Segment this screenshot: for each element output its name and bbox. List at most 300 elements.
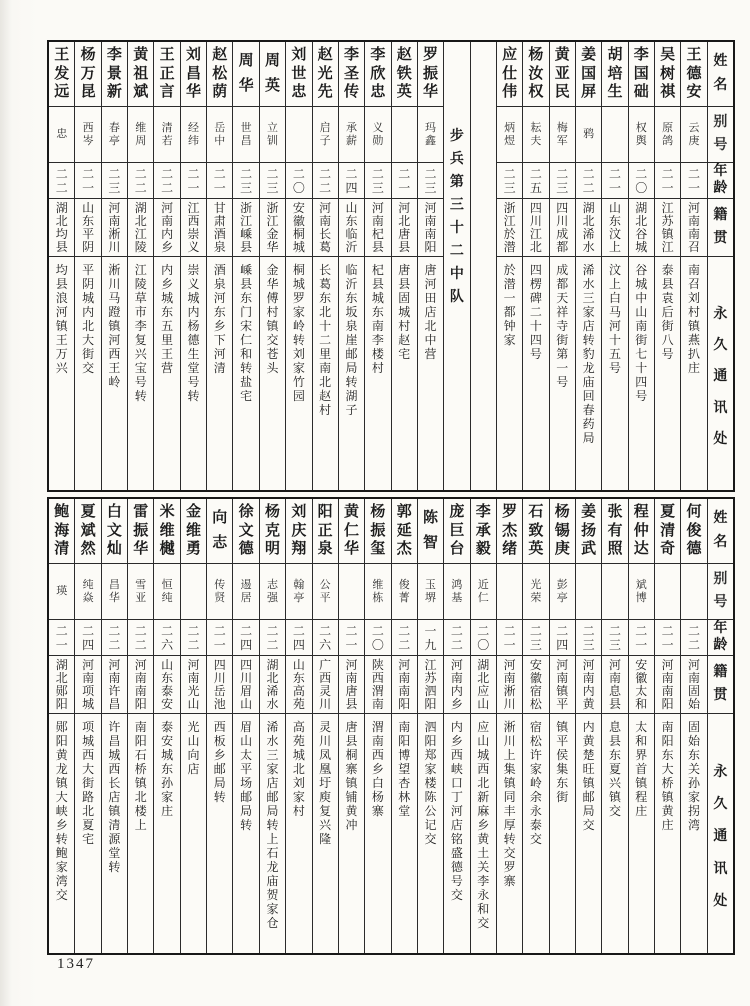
age-cell: 二 三 <box>576 619 601 655</box>
roster-column <box>575 499 601 953</box>
alias-cell: 西 岑 <box>75 106 100 162</box>
name-cell: 李 承 毅 <box>475 503 491 558</box>
name-cell: 罗 振 华 <box>423 46 439 101</box>
header-native-place: 籍 贯 <box>708 198 733 256</box>
age-cell: 二 二 <box>49 162 74 198</box>
name-cell: 周 英 <box>264 53 280 94</box>
native-place-cell: 湖 北 郧 阳 <box>49 655 74 713</box>
alias-cell: 纯 焱 <box>75 563 100 619</box>
name-cell: 黄 亚 民 <box>554 46 570 101</box>
address-cell: 泗 阳 郑 家 楼 陈 公 记 交 <box>418 713 443 953</box>
alias-cell: 维 周 <box>128 106 153 162</box>
roster-column <box>391 499 417 953</box>
age-cell: 二 四 <box>550 619 575 655</box>
header-column <box>707 499 733 953</box>
age-cell: 二 二 <box>444 619 469 655</box>
native-place-cell: 四 川 岳 池 <box>207 655 232 713</box>
age-cell: 一 九 <box>418 619 443 655</box>
address-cell: 浠 水 三 家 店 邮 局 转 上 石 龙 庙 贺 家 仓 <box>260 713 285 953</box>
roster-column <box>496 499 522 953</box>
name-cell: 赵 铁 英 <box>396 46 412 101</box>
roster-column <box>496 42 522 490</box>
alias-cell: 彭 亭 <box>550 563 575 619</box>
alias-cell: 维 栋 <box>365 563 390 619</box>
address-cell: 许 昌 城 西 长 店 镇 清 源 堂 转 <box>102 713 127 953</box>
alias-cell <box>576 563 601 619</box>
page-number: 1347 <box>57 956 95 972</box>
address-cell: 南 阳 博 望 杏 林 堂 <box>392 713 417 953</box>
address-cell: 汶 上 白 马 河 十 五 号 <box>602 256 627 490</box>
alias-cell <box>181 563 206 619</box>
name-cell: 李 国 础 <box>633 46 649 101</box>
roster-column <box>49 499 74 953</box>
age-cell: 二 一 <box>392 162 417 198</box>
age-cell: 二 三 <box>602 619 627 655</box>
roster-table-top <box>47 40 735 492</box>
native-place-cell: 安 徽 桐 城 <box>286 198 311 256</box>
age-cell: 二 二 <box>313 162 338 198</box>
native-place-cell: 河 南 内 黄 <box>576 655 601 713</box>
native-place-cell: 广 西 灵 川 <box>313 655 338 713</box>
native-place-cell: 湖 北 谷 城 <box>629 198 654 256</box>
address-cell: 均 县 浪 河 镇 王 万 兴 <box>49 256 74 490</box>
native-place-cell: 江 苏 泗 阳 <box>418 655 443 713</box>
alias-cell: 公 平 <box>313 563 338 619</box>
roster-column <box>680 42 706 490</box>
roster-column <box>443 499 469 953</box>
native-place-cell: 河 南 光 山 <box>181 655 206 713</box>
roster-column <box>628 42 654 490</box>
address-cell: 浠 水 三 家 店 转 豹 龙 庙 回 春 药 局 <box>576 256 601 490</box>
header-name: 姓 名 <box>713 510 728 551</box>
age-cell: 二 二 <box>128 619 153 655</box>
age-cell: 二 一 <box>681 162 706 198</box>
native-place-cell: 湖 北 浠 水 <box>576 198 601 256</box>
native-place-cell: 河 南 南 阳 <box>418 198 443 256</box>
alias-cell: 志 强 <box>260 563 285 619</box>
address-cell: 光 山 向 店 <box>181 713 206 953</box>
age-cell: 二 一 <box>75 162 100 198</box>
native-place-cell: 山 东 平 阴 <box>75 198 100 256</box>
age-cell: 二 〇 <box>471 619 496 655</box>
address-cell: 酒 泉 河 东 乡 下 河 清 <box>207 256 232 490</box>
roster-column <box>259 42 285 490</box>
address-cell: 平 阴 城 内 北 大 街 交 <box>75 256 100 490</box>
age-cell: 二 〇 <box>629 162 654 198</box>
age-cell: 二 二 <box>576 162 601 198</box>
age-cell: 二 三 <box>260 162 285 198</box>
address-cell: 内 黄 楚 旺 镇 邮 局 交 <box>576 713 601 953</box>
age-cell: 二 四 <box>286 619 311 655</box>
name-cell: 刘 庆 翔 <box>291 503 307 558</box>
native-place-cell: 山 东 泰 安 <box>154 655 179 713</box>
address-cell: 嵊 县 东 门 宋 仁 和 转 盐 宅 <box>233 256 258 490</box>
age-cell: 二 二 <box>681 619 706 655</box>
header-alias: 别 号 <box>708 563 733 619</box>
roster-column <box>101 42 127 490</box>
age-cell: 二 一 <box>181 162 206 198</box>
alias-cell: 耘 夫 <box>523 106 548 162</box>
name-cell: 何 俊 德 <box>686 503 702 558</box>
alias-cell: 传 贤 <box>207 563 232 619</box>
address-cell: 渭 南 西 乡 白 杨 寨 <box>365 713 390 953</box>
address-cell: 长 葛 东 北 十 二 里 南 北 赵 村 <box>313 256 338 490</box>
native-place-cell: 河 南 唐 县 <box>339 655 364 713</box>
age-cell: 二 二 <box>102 619 127 655</box>
roster-column <box>522 42 548 490</box>
name-cell: 吴 树 祺 <box>660 46 676 101</box>
name-cell: 夏 清 奇 <box>660 503 676 558</box>
roster-column <box>74 499 100 953</box>
address-cell: 泰 安 城 东 孙 家 庄 <box>154 713 179 953</box>
address-cell: 江 陵 草 市 李 复 兴 宝 号 转 <box>128 256 153 490</box>
roster-column <box>206 42 232 490</box>
alias-cell: 玛 鑫 <box>418 106 443 162</box>
name-cell: 赵 光 先 <box>317 46 333 101</box>
age-cell: 二 一 <box>602 162 627 198</box>
native-place-cell: 河 南 固 始 <box>681 655 706 713</box>
address-cell: 高 苑 城 北 刘 家 村 <box>286 713 311 953</box>
native-place-cell: 四 川 江 北 <box>523 198 548 256</box>
alias-cell: 承 薪 <box>339 106 364 162</box>
roster-column <box>180 42 206 490</box>
alias-cell: 翰 亭 <box>286 563 311 619</box>
roster-column <box>206 499 232 953</box>
alias-cell: 鸿 基 <box>444 563 469 619</box>
roster-column <box>312 42 338 490</box>
alias-cell: 原 鸽 <box>655 106 680 162</box>
name-cell: 杨 振 玺 <box>370 503 386 558</box>
native-place-cell: 江 苏 镇 江 <box>655 198 680 256</box>
name-cell: 雷 振 华 <box>133 503 149 558</box>
roster-column <box>601 499 627 953</box>
native-place-cell: 湖 北 浠 水 <box>260 655 285 713</box>
name-cell: 李 景 新 <box>106 46 122 101</box>
address-cell: 谷 城 中 山 南 街 七 十 四 号 <box>629 256 654 490</box>
address-cell: 唐 县 固 城 村 赵 宅 <box>392 256 417 490</box>
native-place-cell: 河 南 南 召 <box>681 198 706 256</box>
header-address: 永 久 通 讯 处 <box>708 256 733 490</box>
address-cell: 内 乡 城 东 五 里 王 营 <box>154 256 179 490</box>
address-cell: 临 沂 东 坂 泉 崖 邮 局 转 湖 子 <box>339 256 364 490</box>
name-cell: 杨 汝 权 <box>528 46 544 101</box>
address-cell: 宿 松 许 家 岭 余 永 泰 交 <box>523 713 548 953</box>
native-place-cell: 河 南 镇 平 <box>550 655 575 713</box>
address-cell: 内 乡 西 峡 口 丁 河 店 铭 盛 德 号 交 <box>444 713 469 953</box>
name-cell: 刘 世 忠 <box>291 46 307 101</box>
native-place-cell: 河 南 内 乡 <box>154 198 179 256</box>
roster-column <box>259 499 285 953</box>
age-cell: 二 一 <box>629 619 654 655</box>
name-cell: 阳 正 泉 <box>317 503 333 558</box>
alias-cell: 鸦 <box>576 106 601 162</box>
address-cell: 西 板 乡 邮 局 转 <box>207 713 232 953</box>
address-cell: 泰 县 袁 后 街 八 号 <box>655 256 680 490</box>
alias-cell: 清 若 <box>154 106 179 162</box>
roster-column <box>549 42 575 490</box>
native-place-cell: 山 东 临 沂 <box>339 198 364 256</box>
name-cell: 石 致 英 <box>528 503 544 558</box>
address-cell: 杞 县 城 东 南 李 楼 村 <box>365 256 390 490</box>
age-cell: 二 一 <box>655 619 680 655</box>
address-cell: 桐 城 罗 家 岭 转 刘 家 竹 园 <box>286 256 311 490</box>
name-cell: 米 维 樾 <box>159 503 175 558</box>
address-cell: 淅 川 马 蹬 镇 河 西 王 岭 <box>102 256 127 490</box>
address-cell: 金 华 傅 村 镇 交 苍 头 <box>260 256 285 490</box>
alias-cell: 梅 军 <box>550 106 575 162</box>
alias-cell: 春 亭 <box>102 106 127 162</box>
age-cell: 二 四 <box>339 162 364 198</box>
alias-cell: 权 舆 <box>629 106 654 162</box>
native-place-cell: 四 川 成 都 <box>550 198 575 256</box>
address-cell: 南 召 刘 村 镇 燕 扒 庄 <box>681 256 706 490</box>
native-place-cell: 江 西 崇 义 <box>181 198 206 256</box>
roster-column <box>522 499 548 953</box>
roster-column <box>285 499 311 953</box>
age-cell: 二 二 <box>260 619 285 655</box>
alias-cell: 逷 居 <box>233 563 258 619</box>
name-cell: 李 圣 传 <box>344 46 360 101</box>
name-cell: 王 正 言 <box>159 46 175 101</box>
header-native-place: 籍 贯 <box>708 655 733 713</box>
roster-column <box>654 499 680 953</box>
native-place-cell: 河 南 杞 县 <box>365 198 390 256</box>
address-cell: 项 城 西 大 街 路 北 夏 宅 <box>75 713 100 953</box>
unit-title: 步 兵 第 三 十 二 中 队 <box>449 129 464 305</box>
native-place-cell: 河 南 许 昌 <box>102 655 127 713</box>
age-cell: 二 一 <box>339 619 364 655</box>
alias-cell <box>339 563 364 619</box>
roster-column <box>338 42 364 490</box>
native-place-cell: 河 北 唐 县 <box>392 198 417 256</box>
roster-column <box>127 42 153 490</box>
alias-cell <box>655 563 680 619</box>
age-cell: 二 三 <box>365 162 390 198</box>
native-place-cell: 山 东 高 苑 <box>286 655 311 713</box>
native-place-cell: 湖 北 江 陵 <box>128 198 153 256</box>
address-cell: 唐 县 桐 寨 镇 铺 黄 冲 <box>339 713 364 953</box>
age-cell: 二 六 <box>154 619 179 655</box>
header-column <box>707 42 733 490</box>
native-place-cell: 河 南 南 阳 <box>655 655 680 713</box>
roster-column <box>74 42 100 490</box>
native-place-cell: 安 徽 宿 松 <box>523 655 548 713</box>
alias-cell <box>286 106 311 162</box>
name-cell: 应 仕 伟 <box>502 46 518 101</box>
roster-column <box>285 42 311 490</box>
alias-cell <box>602 563 627 619</box>
native-place-cell: 河 南 息 县 <box>602 655 627 713</box>
native-place-cell: 河 南 南 阳 <box>392 655 417 713</box>
address-cell: 固 始 东 关 孙 家 拐 湾 <box>681 713 706 953</box>
alias-cell: 义 勋 <box>365 106 390 162</box>
name-cell: 杨 锡 庚 <box>554 503 570 558</box>
age-cell: 二 三 <box>418 162 443 198</box>
name-cell: 程 仲 达 <box>633 503 649 558</box>
native-place-cell: 河 南 内 乡 <box>444 655 469 713</box>
address-cell: 四 楞 碑 二 十 四 号 <box>523 256 548 490</box>
address-cell: 灵 川 凤 凰 圩 庾 复 兴 隆 <box>313 713 338 953</box>
native-place-cell: 四 川 眉 山 <box>233 655 258 713</box>
alias-cell: 昌 华 <box>102 563 127 619</box>
alias-cell: 忠 <box>49 106 74 162</box>
native-place-cell: 甘 肃 酒 泉 <box>207 198 232 256</box>
native-place-cell: 陕 西 渭 南 <box>365 655 390 713</box>
roster-column <box>232 499 258 953</box>
name-cell: 赵 松 荫 <box>212 46 228 101</box>
roster-column <box>364 499 390 953</box>
alias-cell: 斌 博 <box>629 563 654 619</box>
alias-cell: 俊 菁 <box>392 563 417 619</box>
native-place-cell: 湖 北 均 县 <box>49 198 74 256</box>
address-cell: 眉 山 太 平 场 邮 局 转 <box>233 713 258 953</box>
age-cell: 二 五 <box>523 162 548 198</box>
age-cell: 二 四 <box>75 619 100 655</box>
roster-column <box>628 499 654 953</box>
age-cell: 二 一 <box>207 162 232 198</box>
alias-cell <box>602 106 627 162</box>
name-cell: 罗 杰 绪 <box>502 503 518 558</box>
unit-title-column <box>443 42 469 490</box>
name-cell: 姜 国 屏 <box>581 46 597 101</box>
native-place-cell: 河 南 淅 川 <box>102 198 127 256</box>
address-cell: 於 潜 一 都 钟 家 <box>497 256 522 490</box>
name-cell: 王 德 安 <box>686 46 702 101</box>
roster-column <box>575 42 601 490</box>
name-cell: 郭 延 杰 <box>396 503 412 558</box>
address-cell: 应 山 城 西 北 新 麻 乡 黄 土 关 李 永 和 交 <box>471 713 496 953</box>
roster-column <box>338 499 364 953</box>
roster-column <box>549 499 575 953</box>
native-place-cell: 河 南 长 葛 <box>313 198 338 256</box>
age-cell: 二 一 <box>655 162 680 198</box>
address-cell: 太 和 界 首 镇 程 庄 <box>629 713 654 953</box>
roster-column <box>470 499 496 953</box>
alias-cell: 瑛 <box>49 563 74 619</box>
age-cell: 二 三 <box>233 162 258 198</box>
roster-column <box>153 42 179 490</box>
address-cell: 崇 义 城 内 杨 德 生 堂 号 转 <box>181 256 206 490</box>
roster-column <box>417 499 443 953</box>
alias-cell: 云 庚 <box>681 106 706 162</box>
alias-cell <box>497 563 522 619</box>
native-place-cell: 河 南 南 阳 <box>128 655 153 713</box>
roster-column <box>127 499 153 953</box>
roster-column <box>180 499 206 953</box>
address-cell: 南 阳 东 大 桥 镇 黄 庄 <box>655 713 680 953</box>
alias-cell: 炳 煜 <box>497 106 522 162</box>
name-cell: 王 发 远 <box>54 46 70 101</box>
alias-cell: 雪 亚 <box>128 563 153 619</box>
native-place-cell: 河 南 项 城 <box>75 655 100 713</box>
address-cell: 镇 平 侯 集 东 街 <box>550 713 575 953</box>
native-place-cell: 浙 江 嵊 县 <box>233 198 258 256</box>
header-name: 姓 名 <box>713 53 728 94</box>
age-cell: 二 二 <box>392 619 417 655</box>
roster-table-bottom <box>47 497 735 955</box>
header-age: 年 龄 <box>708 619 733 655</box>
age-cell: 二 二 <box>154 162 179 198</box>
name-cell: 李 欣 忠 <box>370 46 386 101</box>
alias-cell <box>681 563 706 619</box>
roster-column <box>654 42 680 490</box>
name-cell: 杨 克 明 <box>264 503 280 558</box>
roster-column <box>364 42 390 490</box>
age-cell: 二 二 <box>181 619 206 655</box>
native-place-cell: 河 南 淅 川 <box>497 655 522 713</box>
name-cell: 张 有 照 <box>607 503 623 558</box>
name-cell: 胡 培 生 <box>607 46 623 101</box>
header-age: 年 龄 <box>708 162 733 198</box>
name-cell: 黄 祖 斌 <box>133 46 149 101</box>
roster-column <box>153 499 179 953</box>
native-place-cell: 山 东 汶 上 <box>602 198 627 256</box>
age-cell: 二 三 <box>523 619 548 655</box>
age-cell: 二 三 <box>550 162 575 198</box>
name-cell: 陈 智 <box>423 510 439 551</box>
name-cell: 刘 昌 华 <box>185 46 201 101</box>
age-cell: 二 一 <box>207 619 232 655</box>
roster-column <box>391 42 417 490</box>
alias-cell: 玉 堺 <box>418 563 443 619</box>
alias-cell: 近 仁 <box>471 563 496 619</box>
native-place-cell: 浙 江 於 潜 <box>497 198 522 256</box>
header-alias: 别 号 <box>708 106 733 162</box>
name-cell: 向 志 <box>212 510 228 551</box>
address-cell: 郧 阳 黄 龙 镇 大 峡 乡 转 鲍 家 湾 交 <box>49 713 74 953</box>
name-cell: 杨 万 昆 <box>80 46 96 101</box>
alias-cell: 岳 中 <box>207 106 232 162</box>
alias-cell: 启 子 <box>313 106 338 162</box>
name-cell: 鲍 海 清 <box>54 503 70 558</box>
alias-cell: 恒 纯 <box>154 563 179 619</box>
alias-cell: 世 昌 <box>233 106 258 162</box>
name-cell: 徐 文 德 <box>238 503 254 558</box>
blank-column <box>470 42 496 490</box>
name-cell: 夏 斌 然 <box>80 503 96 558</box>
native-place-cell: 湖 北 应 山 <box>471 655 496 713</box>
roster-column <box>680 499 706 953</box>
roster-column <box>312 499 338 953</box>
age-cell: 二 三 <box>102 162 127 198</box>
name-cell: 庞 巨 台 <box>449 503 465 558</box>
native-place-cell: 安 徽 太 和 <box>629 655 654 713</box>
alias-cell: 经 纬 <box>181 106 206 162</box>
age-cell: 二 六 <box>313 619 338 655</box>
name-cell: 金 维 勇 <box>185 503 201 558</box>
name-cell: 姜 扬 武 <box>581 503 597 558</box>
address-cell: 成 都 天 祥 寺 街 第 一 号 <box>550 256 575 490</box>
header-address: 永 久 通 讯 处 <box>708 713 733 953</box>
address-cell: 唐 河 田 店 北 中 营 <box>418 256 443 490</box>
roster-column <box>49 42 74 490</box>
roster-column <box>101 499 127 953</box>
age-cell: 二 〇 <box>365 619 390 655</box>
roster-column <box>601 42 627 490</box>
address-cell: 淅 川 上 集 镇 同 丰 厚 转 交 罗 寨 <box>497 713 522 953</box>
roster-column <box>417 42 443 490</box>
roster-column <box>232 42 258 490</box>
age-cell: 二 二 <box>128 162 153 198</box>
address-cell: 息 县 东 夏 兴 镇 交 <box>602 713 627 953</box>
age-cell: 二 三 <box>497 162 522 198</box>
age-cell: 二 四 <box>233 619 258 655</box>
native-place-cell: 浙 江 金 华 <box>260 198 285 256</box>
age-cell: 二 一 <box>49 619 74 655</box>
alias-cell <box>392 106 417 162</box>
address-cell: 南 阳 石 桥 镇 北 楼 上 <box>128 713 153 953</box>
alias-cell: 光 荣 <box>523 563 548 619</box>
